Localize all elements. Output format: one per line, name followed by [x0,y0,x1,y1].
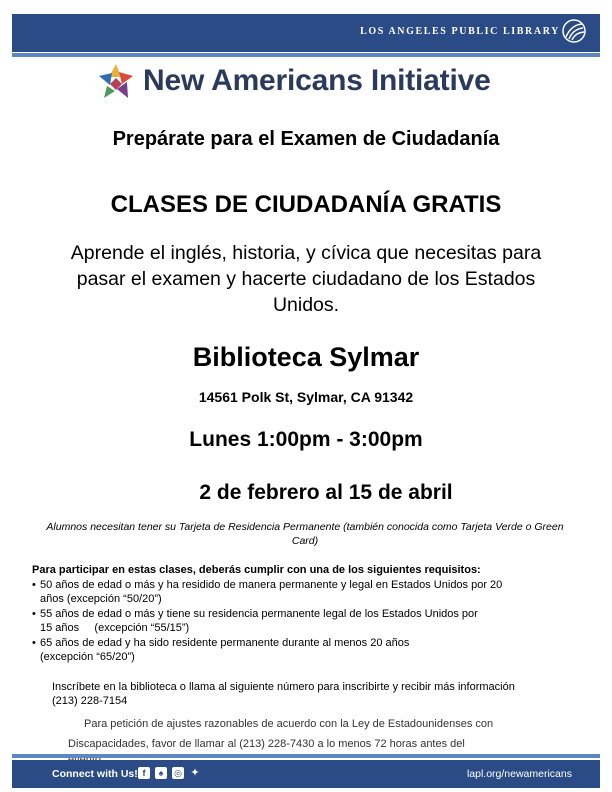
free-classes-heading: CLASES DE CIUDADANÍA GRATIS [110,191,502,218]
ada-line: Para petición de ajustes razonables de acuerdo con la Ley de Estadounidenses con [84,718,494,730]
list-item [32,578,582,607]
website-link[interactable]: lapl.org/newamericans [466,768,572,780]
connect-label: Connect with Us! [52,768,138,780]
ada-line: Discapacidades, favor de llamar al (213) 228-7430 a lo menos 72 horas antes del [68,738,465,750]
venue-name: Biblioteca Sylmar [192,342,420,372]
requirement-line: 55 años de edad o más y tiene su residencia permanente legal de los Estados Unidos por [40,607,478,620]
new-americans-logo-icon [95,62,137,104]
lapl-logo-icon [562,19,586,43]
requirement-line: 50 años de edad o más y ha residido de manera permanente y legal en Estados Unidos por 20 [40,578,503,591]
twitter-icon[interactable]: ✦ [190,767,200,779]
instagram-icon[interactable]: ◎ [172,767,184,779]
header-stripe [12,53,600,57]
ada-notice [68,714,548,766]
list-item [32,607,582,636]
intro-text: Aprende el inglés, historia, y cívica que necesitas para pasar el examen y hacerte ciudadano de los Estados Unidos. [70,242,542,316]
requirement-line: 65 años de edad y ha sido residente permanente durante al menos 20 años [40,636,410,649]
registration-info: Inscríbete en la biblioteca o llama al siguiente número para inscribirte y recibir más información (213) 228-7154 [52,681,515,707]
requirement-line: 15 años (excepción “55/15”) [40,622,190,634]
program-title: New Americans Initiative [143,64,491,97]
class-schedule: Lunes 1:00pm - 3:00pm [189,428,423,451]
venue-address: 14561 Polk St, Sylmar, CA 91342 [198,389,414,405]
requirements-section [32,563,582,665]
library-name: LOS ANGELES PUBLIC LIBRARY [360,26,560,37]
facebook-icon[interactable]: f [138,767,150,779]
social-links [138,767,201,779]
bullet-icon: • [32,578,36,591]
requirements-title: Para participar en estas clases, deberás cumplir con una de los siguientes requisitos: [32,564,481,576]
exam-heading: Prepárate para el Examen de Ciudadanía [112,128,500,150]
class-dates: 2 de febrero al 15 de abril [199,481,453,504]
bullet-icon: • [32,636,36,649]
green-card-note: Alumnos necesitan tener su Tarjeta de Residencia Permanente (también conocida como Tarjeta Verde o Green Card) [46,521,564,547]
requirement-line: años (excepción “50/20”) [40,593,162,605]
footer-stripe [12,754,600,758]
requirement-line: (excepción “65/20”) [40,651,135,663]
snapchat-icon[interactable]: ♠ [155,767,167,779]
list-item [32,636,582,665]
bullet-icon: • [32,607,36,620]
